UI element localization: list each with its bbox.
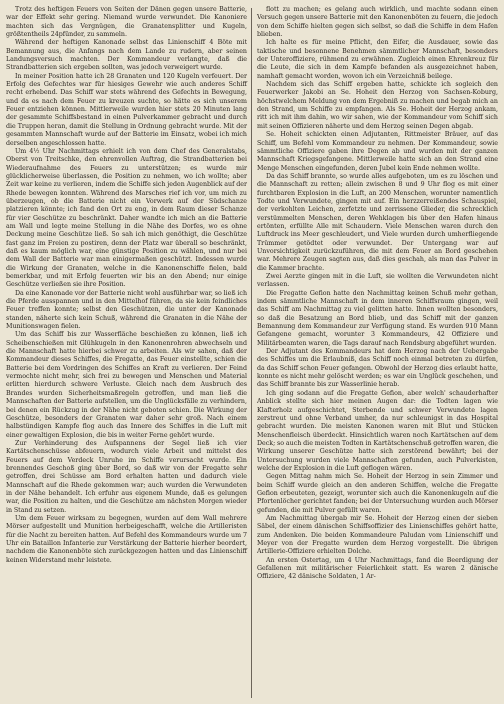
column-left: [6, 6, 251, 700]
paragraph: flott zu machen; es gelang auch wirklich, und machte sodann einen Versuch gegen unsere Batterie mit den Kanonenböten zu feuern, die jedoch von dem Schiffe hielten gegen sich selbst, so daß die Schiffe in dem Hafen blieben.: [256, 6, 498, 39]
column-right: [252, 6, 498, 700]
paragraph: Um das Schiff bis zur Wasserfläche beschießen zu können, ließ ich Scheibenschießen mit Glühkugeln in den Kanonenrohren abwechseln und die Mannschaft hatte hierbei schwer zu arbeiten. Als wir sahen, daß der Kommandeur dieses Schiffes, die Fregatte, das Feuer einstellte, schien die Batterie bei dem Vordringen des Schiffes an Kraft zu verlieren. Der Feind vermochte nicht mehr, sich frei zu bewegen und Menschen und Material erlitten hierdurch schwere Verluste. Gleich nach dem Ausbruch des Brandes wurden Sicherheitsmaßregeln getroffen, und man ließ die Mannschaften der Batterie aufstellen, um die Unglücksfälle zu verhindern, bei denen ein Rückzug in der Nähe nicht geboten schien. Die Wirkung der Geschütze, besonders der Granaten war daher sehr groß. Nach einem halbstündigen Kampfe flog auch das Innere des Schiffes in die Luft mit einer gewaltigen Explosion, die bis in weiter Ferne gehört wurde.: [6, 331, 247, 439]
paragraph: Um dem Feuer wirksam zu begegnen, wurden auf dem Wall mehrere Mörser aufgestellt und Munition herbeigeschafft, welche die Artilleristen für die Nacht zu bereiten hatten. Auf Befehl des Kommandeurs wurde um 7 Uhr ein Bataillon Infanterie zur Verstärkung der Batterie hierher beordert, nachdem die Kanonenböte sich zurückgezogen hatten und das Linienschiff keinen Widerstand mehr leistete.: [6, 514, 247, 564]
paragraph: Zur Verhinderung des Aufspannens der Segel ließ ich vier Kartätschenschüsse abfeuern, wodurch viele Arbeit und mittelst des Feuers auf dem Verdeck Unruhe im Schiffe verursacht wurde. Ein brennendes Geschoß ging über Bord, so daß wir von der Fregatte sehr getroffen, drei Schüsse am Bord erhalten hatten und dadurch viele Mannschaft auf die Rhede gekommen war; auch wurden die Verwundeten in der Nähe behandelt. Ich erfuhr aus eigenem Munde, daß es gelungen war, die Position zu halten, und die Geschütze am nächsten Morgen wieder in Stand zu setzen.: [6, 439, 247, 514]
paragraph: Ich halte es für meine Pflicht, den Eifer, die Ausdauer, sowie das taktische und besonnene Benehmen sämmtlicher Mannschaft, besonders der Unteroffiziere, rühmend zu erwähnen. Zugleich einen Ehrenkreuz für die Leute, die sich in dem Kampfe befanden als ausgezeichnet haben, namhaft gemacht worden, wovon ich ein Verzeichniß beilege.: [256, 39, 498, 80]
paragraph: Der Adjutant des Kommandeurs hat dem Herzog nach der Uebergabe des Schiffes um die Erlaubniß, das Schiff noch einmal betreten zu dürfen, da das Schiff schon Feuer gefangen. Obwohl der Herzog dies erlaubt hatte, konnte es nicht mehr gelöscht werden; es war ein Unglück geschehen, und das Schiff brannte bis zur Wasserlinie herab.: [256, 348, 498, 389]
paragraph: Um 4½ Uhr Nachmittags erhielt ich von dem Chef des Generalstabs, Oberst von Treitschke, den ehrenvollen Auftrag, die Strandbatterien bei Wiederaufnahme des Feuers zu unterstützen; es wurde mir glücklicherweise überlassen, die Position zu nehmen, wo ich wollte; aber Zeit war keine zu verlieren, indem die Schiffe sich jeden Augenblick auf der Rhede bewegen konnten. Während des Marsches rief ich vor, um mich zu überzeugen, ob die Batterie nicht ein Vorwerk auf der Südschanze platzieren könnte; ich fand den Ort zu eng, in dem Raum dieser Schanze für vier Geschütze zu beschränkt. Daher wandte ich mich an die Batterie am Wall und legte meine Stellung in die Nähe des Dorfes, wo es ohne Deckung meine Geschütze ließ. So sah ich mich genöthigt, die Geschütze fast ganz im Freien zu postiren, denn der Platz war überall so beschränkt, daß es kaum möglich war, eine günstige Position zu wählen, und nur bei dem Wall der Batterie war man einigermaßen geschützt. Indessen wurde die Wirkung der Granaten, welche in die Kanonenschiffe fielen, bald bemerkbar, und mit Erfolg feuerten wir bis an den Abend; nur einige Geschütze verließen sie ihre Position.: [6, 147, 247, 289]
text-columns: [6, 6, 498, 700]
paragraph: Da eine Kanonade vor der Batterie nicht wohl ausführbar war, so ließ ich die Pferde ausspannen und in den Mittelhof führen, da sie kein feindliches Feuer treffen konnte; selbst den Geschützen, die unter der Kanonade standen, näherte sich kein Schuß, während die Granaten in die Nähe der Munitionswagen fielen.: [6, 289, 247, 331]
paragraph: Während der heftigen Kanonade selbst das Linienschiff 4 Böte mit Bemannung aus, die Anfangs nach dem Lande zu rudern, aber seinen Landungsversuch machten. Der Kommandeur verlangte, daß die Strandbatterien sich ergeben sollten, was jedoch verweigert wurde.: [6, 39, 247, 72]
paragraph: Da das Schiff brannte, so wurde alles aufgeboten, um es zu löschen und die Mannschaft zu retten; allein zwischen 8 und 9 Uhr flog es mit einer furchtbaren Explosion in die Luft, an 200 Menschen, worunter namentlich Todte und Verwundete, gingen mit auf. Ein herzzerreißendes Schauspiel, der verkohlten Leichen, zerfetzte und zerrissene Glieder, die schrecklich verstümmelten Menschen, deren Wehklagen bis über den Hafen hinaus ertönten, erfüllte Alle mit Schaudern. Viele Menschen waren durch den Luftdruck ins Meer geschleudert, und Viele wurden durch umherfliegende Trümmer getödtet oder verwundet. Der Untergang war auf Unvorsichtigkeit zurückzuführen, die mit dem Feuer an Bord geschehen war. Mehrere Zeugen sagten aus, daß dies geschah, als man das Pulver in die Kammer brachte.: [256, 172, 498, 272]
paragraph: Gegen Mittag nahm mich Se. Hoheit der Herzog in sein Zimmer und beim Schiff wurde gleich an den anderen Schiffen, welche die Fregatte Gefion erbeuteten, gezeigt, worunter sich auch die Kanonenkugeln auf die Pfortenlöcher gerichtet fanden; bei der Untersuchung wurden auch Mörser gefunden, die mit Pulver gefüllt waren.: [256, 473, 498, 514]
paragraph: Am Nachmittag übergab mir Se. Hoheit der Herzog einen der sieben Säbel, der einem dänischen Schiffsoffizier des Linienschiffes gehört hatte, zum Andenken. Die beiden Kommandeure Paludan vom Linienschiff und Meyer von der Fregatte wurden dem Herzog vorgestellt. Die übrigen Artillerie-Offiziere erhielten Dolche.: [256, 514, 498, 556]
paragraph: In meiner Position hatte ich 28 Granaten und 120 Kugeln verfeuert. Der Erfolg des Gefechtes war für hiesiges Gewehr wie auch anderes Schiff recht erhebend. Das Schiff war stets während des Gefechts in Bewegung, und da es nach dem Feuer zu kreuzen suchte, so hätte es sich unserem Feuer entziehen können. Mittlerweile wurden hier stets 20 Minuten lang der gesammte Schiffsbestand in einen Pulverkammer gebracht und durch die Truppen heran, damit die Stellung in Ordnung gebracht wurde. Mit der gesammten Mannschaft wurde auf der Batterie im Einsatz, wobei ich mich derselben angeschlossen hatte.: [6, 72, 247, 147]
paragraph: Ich ging sodann auf die Fregatte Gefion, aber welch' schauderhafter Anblick stellte sich hier meinen Augen dar: die Todten lagen wie Klafterholz aufgeschichtet, Sterbende und schwer Verwundete lagen zerstreut und ohne Verband umher, da nur schleunigst in das Hospital gebracht wurden. Die meisten Kanonen waren mit Blut und Stücken Menschenfleisch überdeckt. Hinsichtlich waren noch Kartätschen auf dem Deck; so auch die meisten Todten in Kartätschenschuß getroffen waren, die Wirkung unserer Geschütze hatte sich zerstörend bewährt; bei der Untersuchung wurden viele Mannschaften gefunden, auch Pulverkisten, welche der Explosion in die Luft geflogen wären.: [256, 389, 498, 472]
paragraph: Trotz des heftigen Feuers von Seiten der Dänen gegen unsere Batterie, war der Effekt sehr gering. Niemand wurde verwundet. Die Kanoniere machten sich das Vergnügen, die Granatensplitter und Kugeln, größtentheils 24pfünder, zu sammeln.: [6, 6, 247, 39]
paragraph: An ersten Ostertag, um 4 Uhr Nachmittags, fand die Beerdigung der Gefallenen mit militärischer Feierlichkeit statt. Es waren 2 dänische Offiziere, 42 dänische Soldaten, 1 Ar-: [256, 556, 498, 581]
paragraph: Nachdem sich das Schiff ergeben hatte, schickte ich sogleich den Feuerwerker Jakobi an Se. Hoheit den Herzog von Sachsen-Koburg, höchstwelchem Meldung von dem Ergebniß zu machen und begab mich an den Strand, um Schiffe zu empfangen. Als Se. Hoheit der Herzog ankam, ritt ich mit ihm dahin, wo wir sahen, wie der Kommandeur vom Schiff sich mit seinen Offizieren näherte und dem Herzog seinen Degen abgab.: [256, 81, 498, 130]
paragraph: Die Fregatte Gefion hatte den Nachmittag keinen Schuß mehr gethan, indem sämmtliche Mannschaft in dem inneren Schiffsraum gingen, weil das Schiff am Nachmittag zu viel gelitten hatte. Ihnen wollten besonders, so daß die Besatzung an Bord blieb, und das Schiff mit der ganzen Bemannung dem Kommandeur zur Verfügung stand. Es wurden 910 Mann Gefangene gemacht, worunter 3 Kommandeurs, 42 Offiziere und Militärbeamten waren, die Tags darauf nach Rendsburg abgeführt wurden.: [256, 289, 498, 347]
paragraph: Zwei Aerzte gingen mit in die Luft, sie wollten die Verwundeten nicht verlassen.: [256, 273, 498, 289]
paragraph: Se. Hoheit schickten einen Adjutanten, Rittmeister Bräuer, auf das Schiff, um Befehl vom Kommandeur zu nehmen. Der Kommandeur, sowie sämmtliche Offiziere gaben ihre Degen ab und wurden mit der ganzen Mannschaft Kriegsgefangene. Mittlerweile hatte sich an den Strand eine Menge Menschen eingefunden, deren Jubel kein Ende nehmen wollte.: [256, 131, 498, 172]
